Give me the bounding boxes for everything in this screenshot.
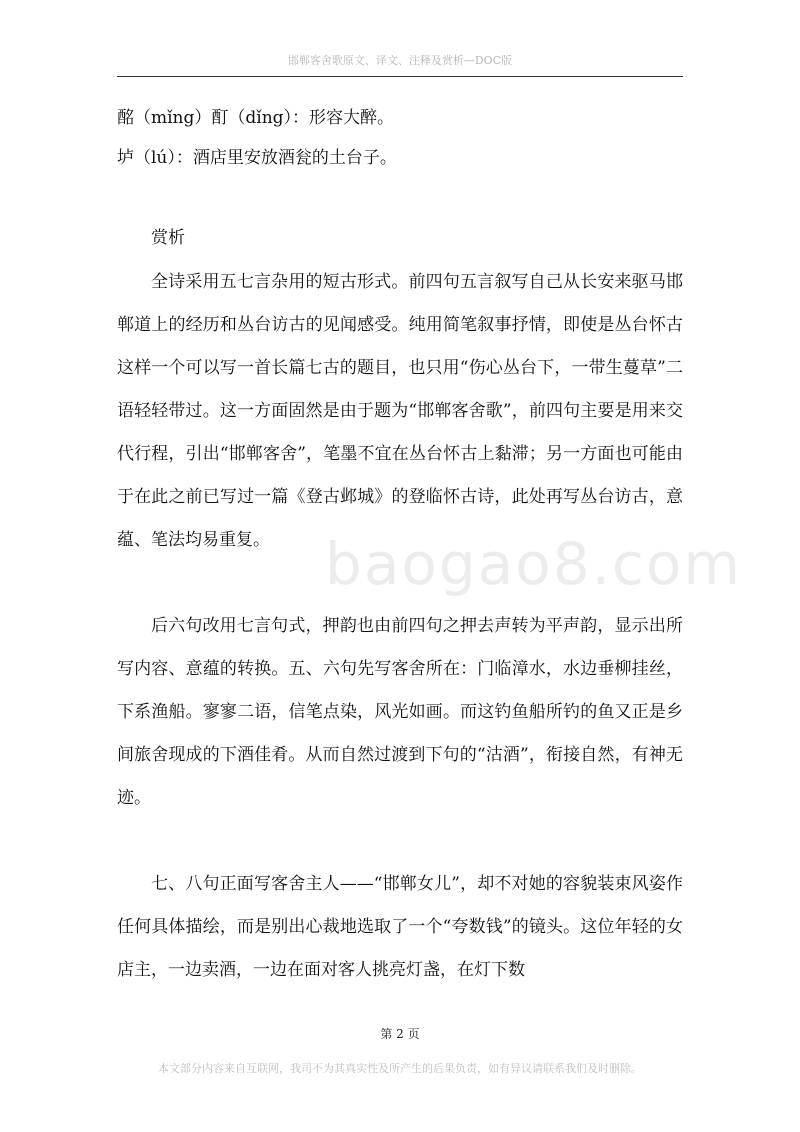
paragraph: 七、八句正面写客舍主人——“邯郸女儿”，却不对她的容貌装束风姿作任何具体描绘，而是别出心裁地选取了一个“夸数钱”的镜头。这位年轻的女店主，一边卖酒，一边在面对客人挑亮灯盏，在灯下数 xyxy=(117,874,683,980)
note-line: 酩（mǐng）酊（dǐng）：形容大醉。 xyxy=(117,108,395,128)
page-header: 邯郸客舍歌原文、译文、注释及赏析—DOC版 xyxy=(117,52,683,77)
watermark: baogao8.com xyxy=(325,530,742,598)
page-footer: 本文部分内容来自互联网，我司不为其真实性及所产生的后果负责，如有异议请联系我们及时删除。 xyxy=(158,1062,642,1075)
section-title: 赏析 xyxy=(151,228,185,248)
note-line: 垆（lú）：酒店里安放酒瓮的土台子。 xyxy=(117,148,397,168)
page-number: 第 2 页 xyxy=(380,1027,420,1041)
page-content xyxy=(117,98,683,992)
paragraph: 后六句改用七言句式，押韵也由前四句之押去声转为平声韵，显示出所写内容、意蕴的转换。五、六句先写客舍所在：门临漳水，水边垂柳挂丝，下系渔船。寥寥二语，信笔点染，风光如画。而这钓鱼船所钓的鱼又正是乡间旅舍现成的下酒佳肴。从而自然过渡到下句的“沽酒”，衔接自然，有神无迹。 xyxy=(117,616,683,808)
paragraph: 全诗采用五七言杂用的短古形式。前四句五言叙写自己从长安来驱马邯郸道上的经历和丛台访古的见闻感受。纯用简笔叙事抒情，即使是丛台怀古这样一个可以写一首长篇七古的题目，也只用“伤心丛台下，一带生蔓草”二语轻轻带过。这一方面固然是由于题为“邯郸客舍歌”，前四句主要是用来交代行程，引出“邯郸客舍”，笔墨不宜在丛台怀古上黏滞；另一方面也可能由于在此之前已写过一篇《登古邺城》的登临怀古诗，此处再写丛台访古，意蕴、笔法均易重复。 xyxy=(117,272,683,550)
